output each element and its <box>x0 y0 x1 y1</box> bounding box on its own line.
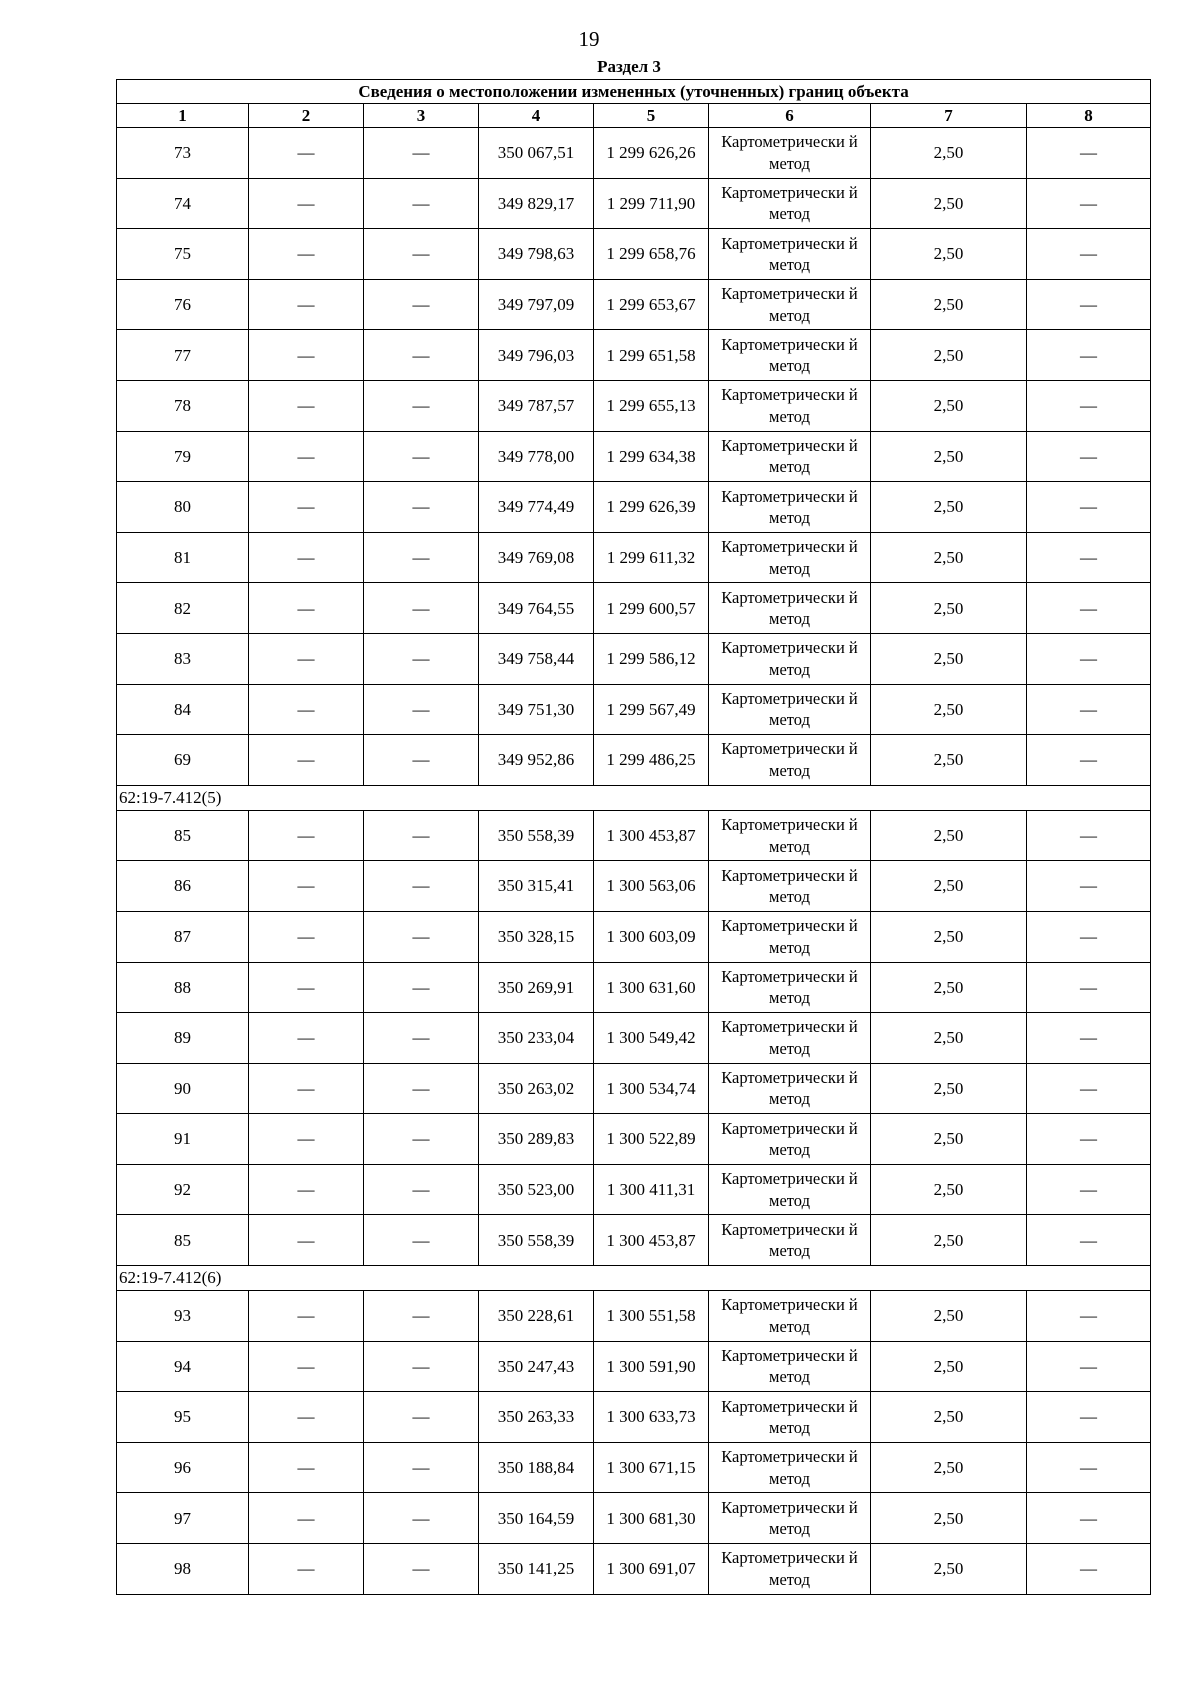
cell-col-8: — <box>1027 583 1151 634</box>
cell-col-8: — <box>1027 810 1151 861</box>
cell-col-1: 97 <box>117 1493 249 1544</box>
cell-col-2: — <box>249 1063 364 1114</box>
cell-col-4: 350 315,41 <box>479 861 594 912</box>
cell-col-5: 1 300 411,31 <box>594 1164 709 1215</box>
cell-col-6: Картометрически й метод <box>709 810 871 861</box>
group-label: 62:19-7.412(5) <box>117 785 1151 810</box>
cell-col-5: 1 300 671,15 <box>594 1442 709 1493</box>
cell-col-8: — <box>1027 380 1151 431</box>
cell-col-8: — <box>1027 229 1151 280</box>
cell-col-3: — <box>364 1392 479 1443</box>
cell-col-2: — <box>249 482 364 533</box>
table-row <box>117 1442 1151 1493</box>
cell-col-1: 83 <box>117 633 249 684</box>
cell-col-4: 349 758,44 <box>479 633 594 684</box>
cell-col-6: Картометрически й метод <box>709 911 871 962</box>
cell-col-4: 350 228,61 <box>479 1291 594 1342</box>
cell-col-1: 88 <box>117 962 249 1013</box>
cell-col-2: — <box>249 1493 364 1544</box>
cell-col-3: — <box>364 633 479 684</box>
cell-col-6: Картометрически й метод <box>709 1013 871 1064</box>
cell-col-5: 1 300 563,06 <box>594 861 709 912</box>
cell-col-5: 1 300 591,90 <box>594 1341 709 1392</box>
cell-col-5: 1 299 711,90 <box>594 178 709 229</box>
cell-col-1: 85 <box>117 1215 249 1266</box>
cell-col-1: 89 <box>117 1013 249 1064</box>
cell-col-4: 350 263,02 <box>479 1063 594 1114</box>
table-row <box>117 482 1151 533</box>
cell-col-7: 2,50 <box>871 1114 1027 1165</box>
cell-col-1: 81 <box>117 532 249 583</box>
cell-col-2: — <box>249 532 364 583</box>
cell-col-1: 92 <box>117 1164 249 1215</box>
cell-col-8: — <box>1027 1544 1151 1595</box>
cell-col-1: 91 <box>117 1114 249 1165</box>
cell-col-3: — <box>364 1341 479 1392</box>
group-label: 62:19-7.412(6) <box>117 1266 1151 1291</box>
group-row <box>117 1266 1151 1291</box>
cell-col-3: — <box>364 1442 479 1493</box>
cell-col-6: Картометрически й метод <box>709 1392 871 1443</box>
cell-col-4: 349 798,63 <box>479 229 594 280</box>
cell-col-5: 1 300 631,60 <box>594 962 709 1013</box>
cell-col-5: 1 299 586,12 <box>594 633 709 684</box>
cell-col-2: — <box>249 128 364 179</box>
cell-col-8: — <box>1027 861 1151 912</box>
cell-col-6: Картометрически й метод <box>709 633 871 684</box>
cell-col-7: 2,50 <box>871 482 1027 533</box>
cell-col-6: Картометрически й метод <box>709 735 871 786</box>
cell-col-1: 95 <box>117 1392 249 1443</box>
table-row <box>117 1215 1151 1266</box>
cell-col-8: — <box>1027 532 1151 583</box>
cell-col-2: — <box>249 1341 364 1392</box>
cell-col-6: Картометрически й метод <box>709 128 871 179</box>
cell-col-6: Картометрически й метод <box>709 330 871 381</box>
cell-col-1: 76 <box>117 279 249 330</box>
table-row <box>117 279 1151 330</box>
cell-col-5: 1 300 522,89 <box>594 1114 709 1165</box>
column-header-1: 1 <box>117 104 249 128</box>
cell-col-5: 1 299 486,25 <box>594 735 709 786</box>
table-row <box>117 1013 1151 1064</box>
cell-col-3: — <box>364 1063 479 1114</box>
cell-col-2: — <box>249 735 364 786</box>
cell-col-7: 2,50 <box>871 380 1027 431</box>
cell-col-3: — <box>364 178 479 229</box>
table-row <box>117 330 1151 381</box>
cell-col-6: Картометрически й метод <box>709 1442 871 1493</box>
cell-col-7: 2,50 <box>871 431 1027 482</box>
cell-col-8: — <box>1027 911 1151 962</box>
column-header-6: 6 <box>709 104 871 128</box>
column-header-3: 3 <box>364 104 479 128</box>
cell-col-2: — <box>249 1392 364 1443</box>
cell-col-6: Картометрически й метод <box>709 532 871 583</box>
cell-col-8: — <box>1027 633 1151 684</box>
cell-col-2: — <box>249 633 364 684</box>
cell-col-3: — <box>364 1164 479 1215</box>
cell-col-3: — <box>364 229 479 280</box>
column-header-7: 7 <box>871 104 1027 128</box>
cell-col-1: 73 <box>117 128 249 179</box>
cell-col-3: — <box>364 1493 479 1544</box>
cell-col-1: 90 <box>117 1063 249 1114</box>
cell-col-4: 349 764,55 <box>479 583 594 634</box>
cell-col-7: 2,50 <box>871 1544 1027 1595</box>
cell-col-8: — <box>1027 1114 1151 1165</box>
cell-col-5: 1 300 551,58 <box>594 1291 709 1342</box>
cell-col-5: 1 299 600,57 <box>594 583 709 634</box>
cell-col-8: — <box>1027 1164 1151 1215</box>
cell-col-7: 2,50 <box>871 583 1027 634</box>
cell-col-6: Картометрически й метод <box>709 482 871 533</box>
cell-col-4: 350 164,59 <box>479 1493 594 1544</box>
cell-col-6: Картометрически й метод <box>709 1291 871 1342</box>
cell-col-1: 86 <box>117 861 249 912</box>
cell-col-8: — <box>1027 431 1151 482</box>
cell-col-8: — <box>1027 330 1151 381</box>
cell-col-2: — <box>249 380 364 431</box>
cell-col-3: — <box>364 861 479 912</box>
cell-col-8: — <box>1027 1442 1151 1493</box>
cell-col-3: — <box>364 583 479 634</box>
cell-col-8: — <box>1027 735 1151 786</box>
cell-col-3: — <box>364 482 479 533</box>
cell-col-8: — <box>1027 1493 1151 1544</box>
cell-col-2: — <box>249 431 364 482</box>
cell-col-2: — <box>249 911 364 962</box>
cell-col-7: 2,50 <box>871 1013 1027 1064</box>
cell-col-5: 1 299 653,67 <box>594 279 709 330</box>
cell-col-2: — <box>249 684 364 735</box>
cell-col-2: — <box>249 1215 364 1266</box>
cell-col-8: — <box>1027 684 1151 735</box>
cell-col-7: 2,50 <box>871 1493 1027 1544</box>
cell-col-2: — <box>249 861 364 912</box>
column-header-4: 4 <box>479 104 594 128</box>
table-row <box>117 1392 1151 1443</box>
cell-col-8: — <box>1027 1392 1151 1443</box>
cell-col-6: Картометрически й метод <box>709 380 871 431</box>
cell-col-5: 1 300 691,07 <box>594 1544 709 1595</box>
group-row <box>117 785 1151 810</box>
cell-col-1: 77 <box>117 330 249 381</box>
cell-col-1: 80 <box>117 482 249 533</box>
cell-col-5: 1 299 626,39 <box>594 482 709 533</box>
cell-col-1: 87 <box>117 911 249 962</box>
cell-col-5: 1 299 658,76 <box>594 229 709 280</box>
cell-col-6: Картометрически й метод <box>709 229 871 280</box>
cell-col-2: — <box>249 810 364 861</box>
cell-col-4: 349 797,09 <box>479 279 594 330</box>
cell-col-3: — <box>364 532 479 583</box>
cell-col-1: 69 <box>117 735 249 786</box>
cell-col-2: — <box>249 1114 364 1165</box>
cell-col-7: 2,50 <box>871 1442 1027 1493</box>
cell-col-2: — <box>249 1013 364 1064</box>
cell-col-2: — <box>249 1442 364 1493</box>
coordinates-table <box>116 79 1151 1595</box>
table-row <box>117 735 1151 786</box>
cell-col-6: Картометрически й метод <box>709 178 871 229</box>
cell-col-7: 2,50 <box>871 330 1027 381</box>
cell-col-1: 94 <box>117 1341 249 1392</box>
table-row <box>117 911 1151 962</box>
cell-col-3: — <box>364 128 479 179</box>
table-row <box>117 1063 1151 1114</box>
cell-col-4: 350 523,00 <box>479 1164 594 1215</box>
cell-col-1: 96 <box>117 1442 249 1493</box>
cell-col-7: 2,50 <box>871 1164 1027 1215</box>
table-row <box>117 128 1151 179</box>
cell-col-4: 349 829,17 <box>479 178 594 229</box>
cell-col-6: Картометрически й метод <box>709 684 871 735</box>
cell-col-7: 2,50 <box>871 684 1027 735</box>
cell-col-5: 1 299 655,13 <box>594 380 709 431</box>
cell-col-4: 350 289,83 <box>479 1114 594 1165</box>
table-row <box>117 1291 1151 1342</box>
cell-col-4: 350 233,04 <box>479 1013 594 1064</box>
cell-col-2: — <box>249 1164 364 1215</box>
cell-col-7: 2,50 <box>871 1291 1027 1342</box>
cell-col-2: — <box>249 583 364 634</box>
cell-col-3: — <box>364 1291 479 1342</box>
cell-col-4: 350 067,51 <box>479 128 594 179</box>
cell-col-6: Картометрически й метод <box>709 962 871 1013</box>
cell-col-1: 79 <box>117 431 249 482</box>
table-row <box>117 532 1151 583</box>
table-row <box>117 810 1151 861</box>
cell-col-5: 1 300 633,73 <box>594 1392 709 1443</box>
cell-col-7: 2,50 <box>871 1341 1027 1392</box>
table-row <box>117 1341 1151 1392</box>
cell-col-5: 1 299 634,38 <box>594 431 709 482</box>
cell-col-1: 93 <box>117 1291 249 1342</box>
cell-col-4: 350 328,15 <box>479 911 594 962</box>
cell-col-3: — <box>364 1215 479 1266</box>
cell-col-8: — <box>1027 279 1151 330</box>
table-row <box>117 861 1151 912</box>
cell-col-1: 78 <box>117 380 249 431</box>
cell-col-4: 350 141,25 <box>479 1544 594 1595</box>
table-row <box>117 380 1151 431</box>
cell-col-3: — <box>364 380 479 431</box>
cell-col-5: 1 299 626,26 <box>594 128 709 179</box>
cell-col-3: — <box>364 684 479 735</box>
cell-col-6: Картометрически й метод <box>709 1341 871 1392</box>
table-row <box>117 583 1151 634</box>
cell-col-1: 82 <box>117 583 249 634</box>
cell-col-8: — <box>1027 482 1151 533</box>
cell-col-7: 2,50 <box>871 861 1027 912</box>
cell-col-2: — <box>249 279 364 330</box>
cell-col-3: — <box>364 810 479 861</box>
cell-col-5: 1 300 681,30 <box>594 1493 709 1544</box>
cell-col-7: 2,50 <box>871 279 1027 330</box>
page-number: 19 <box>578 27 600 51</box>
cell-col-7: 2,50 <box>871 1215 1027 1266</box>
cell-col-4: 349 769,08 <box>479 532 594 583</box>
cell-col-4: 349 787,57 <box>479 380 594 431</box>
cell-col-7: 2,50 <box>871 911 1027 962</box>
table-row <box>117 1164 1151 1215</box>
cell-col-6: Картометрически й метод <box>709 861 871 912</box>
cell-col-4: 350 558,39 <box>479 810 594 861</box>
cell-col-4: 350 247,43 <box>479 1341 594 1392</box>
cell-col-8: — <box>1027 1215 1151 1266</box>
cell-col-7: 2,50 <box>871 962 1027 1013</box>
cell-col-4: 349 778,00 <box>479 431 594 482</box>
cell-col-8: — <box>1027 1013 1151 1064</box>
cell-col-3: — <box>364 735 479 786</box>
cell-col-6: Картометрически й метод <box>709 1544 871 1595</box>
cell-col-5: 1 299 651,58 <box>594 330 709 381</box>
cell-col-5: 1 300 603,09 <box>594 911 709 962</box>
cell-col-1: 98 <box>117 1544 249 1595</box>
cell-col-6: Картометрически й метод <box>709 1215 871 1266</box>
cell-col-4: 349 774,49 <box>479 482 594 533</box>
cell-col-2: — <box>249 1291 364 1342</box>
cell-col-6: Картометрически й метод <box>709 1114 871 1165</box>
cell-col-3: — <box>364 279 479 330</box>
cell-col-3: — <box>364 431 479 482</box>
cell-col-1: 84 <box>117 684 249 735</box>
cell-col-3: — <box>364 962 479 1013</box>
cell-col-5: 1 299 611,32 <box>594 532 709 583</box>
cell-col-3: — <box>364 1013 479 1064</box>
cell-col-6: Картометрически й метод <box>709 1164 871 1215</box>
cell-col-2: — <box>249 229 364 280</box>
table-row <box>117 962 1151 1013</box>
cell-col-8: — <box>1027 1341 1151 1392</box>
table-row <box>117 1114 1151 1165</box>
column-header-8: 8 <box>1027 104 1151 128</box>
table-row <box>117 684 1151 735</box>
table-row <box>117 178 1151 229</box>
table-row <box>117 229 1151 280</box>
cell-col-7: 2,50 <box>871 532 1027 583</box>
cell-col-4: 350 558,39 <box>479 1215 594 1266</box>
cell-col-6: Картометрически й метод <box>709 431 871 482</box>
column-header-5: 5 <box>594 104 709 128</box>
cell-col-7: 2,50 <box>871 810 1027 861</box>
table-title: Сведения о местоположении измененных (уточненных) границ объекта <box>117 80 1151 104</box>
cell-col-6: Картометрически й метод <box>709 583 871 634</box>
cell-col-4: 350 263,33 <box>479 1392 594 1443</box>
cell-col-3: — <box>364 330 479 381</box>
table-row <box>117 633 1151 684</box>
cell-col-3: — <box>364 911 479 962</box>
cell-col-5: 1 300 549,42 <box>594 1013 709 1064</box>
cell-col-5: 1 299 567,49 <box>594 684 709 735</box>
cell-col-5: 1 300 453,87 <box>594 1215 709 1266</box>
cell-col-1: 74 <box>117 178 249 229</box>
cell-col-3: — <box>364 1544 479 1595</box>
cell-col-6: Картометрически й метод <box>709 279 871 330</box>
cell-col-2: — <box>249 330 364 381</box>
cell-col-6: Картометрически й метод <box>709 1493 871 1544</box>
cell-col-8: — <box>1027 178 1151 229</box>
cell-col-2: — <box>249 178 364 229</box>
cell-col-1: 85 <box>117 810 249 861</box>
cell-col-8: — <box>1027 1291 1151 1342</box>
cell-col-7: 2,50 <box>871 128 1027 179</box>
column-header-2: 2 <box>249 104 364 128</box>
cell-col-8: — <box>1027 962 1151 1013</box>
cell-col-7: 2,50 <box>871 1063 1027 1114</box>
cell-col-5: 1 300 534,74 <box>594 1063 709 1114</box>
cell-col-5: 1 300 453,87 <box>594 810 709 861</box>
cell-col-7: 2,50 <box>871 1392 1027 1443</box>
cell-col-3: — <box>364 1114 479 1165</box>
cell-col-4: 350 269,91 <box>479 962 594 1013</box>
cell-col-4: 350 188,84 <box>479 1442 594 1493</box>
table-row <box>117 431 1151 482</box>
cell-col-2: — <box>249 962 364 1013</box>
cell-col-4: 349 751,30 <box>479 684 594 735</box>
cell-col-8: — <box>1027 128 1151 179</box>
cell-col-1: 75 <box>117 229 249 280</box>
section-title: Раздел 3 <box>597 57 661 76</box>
table-row <box>117 1544 1151 1595</box>
cell-col-6: Картометрически й метод <box>709 1063 871 1114</box>
cell-col-4: 349 952,86 <box>479 735 594 786</box>
cell-col-8: — <box>1027 1063 1151 1114</box>
cell-col-7: 2,50 <box>871 229 1027 280</box>
cell-col-7: 2,50 <box>871 178 1027 229</box>
cell-col-2: — <box>249 1544 364 1595</box>
cell-col-7: 2,50 <box>871 735 1027 786</box>
cell-col-7: 2,50 <box>871 633 1027 684</box>
cell-col-4: 349 796,03 <box>479 330 594 381</box>
table-row <box>117 1493 1151 1544</box>
